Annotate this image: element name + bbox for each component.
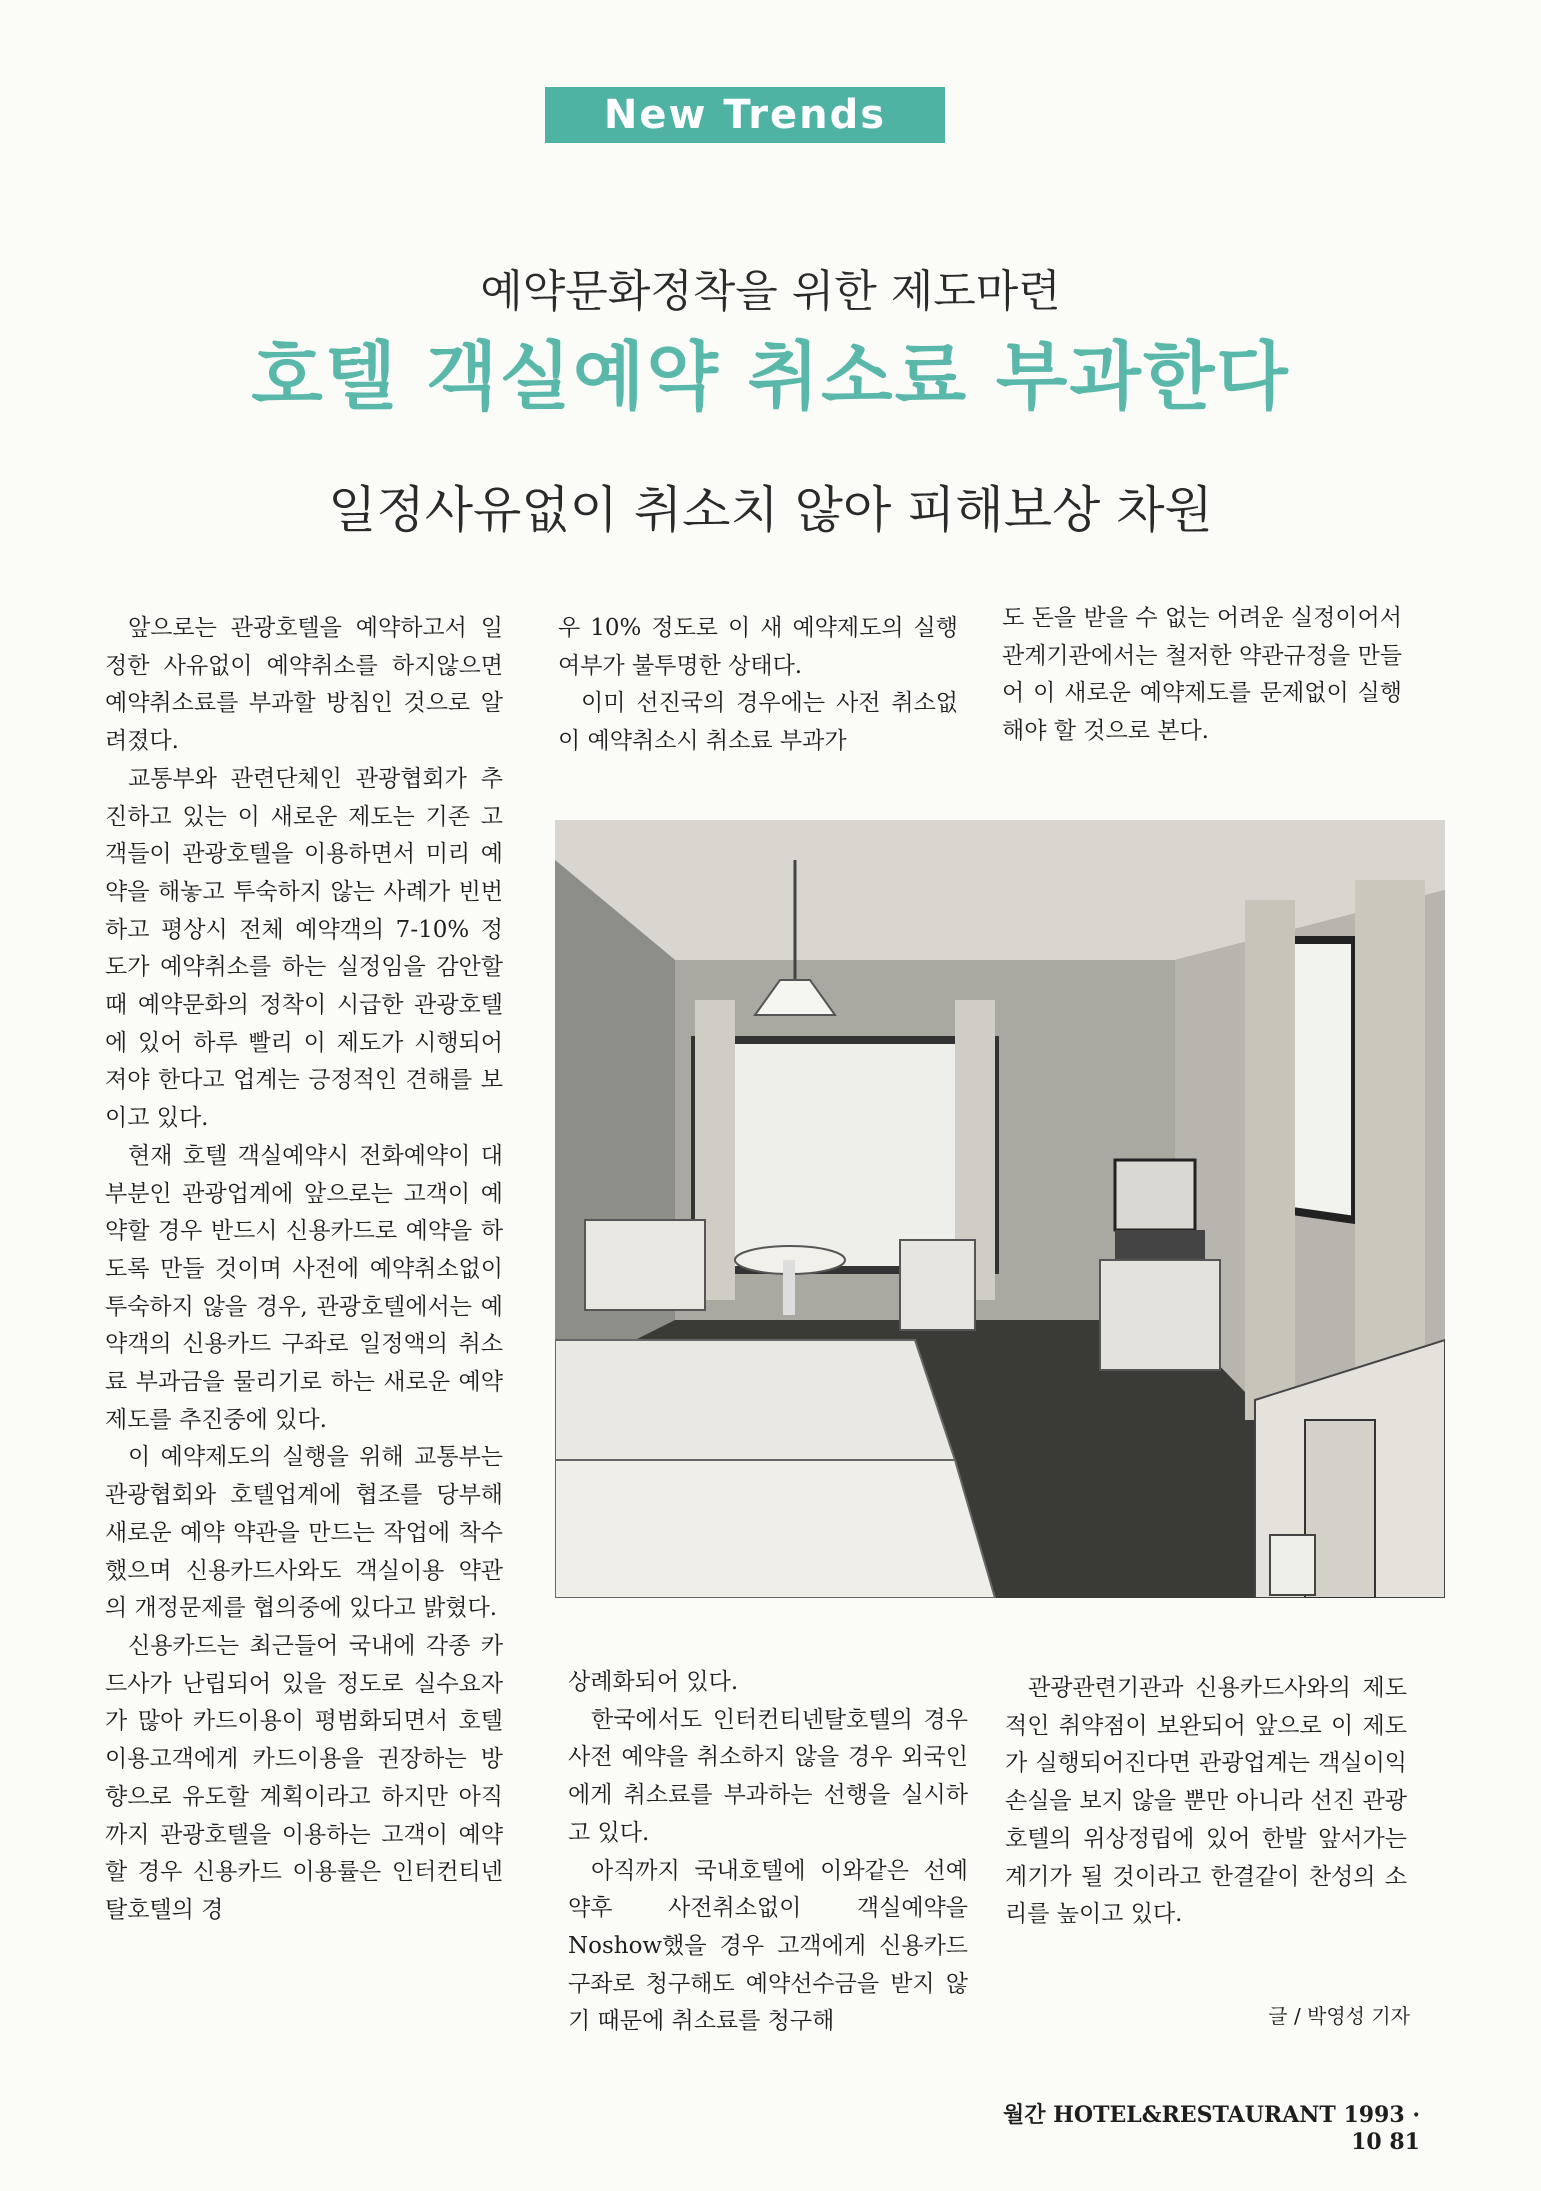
hotel-room-photo bbox=[555, 820, 1445, 1598]
paragraph: 현재 호텔 객실예약시 전화예약이 대부분인 관광업계에 앞으로는 고객이 예약할 경우 반드시 신용카드로 예약을 하도록 만들 것이며 사전에 예약취소없이 투숙하지 않을 경우, 관광호텔에서는 예약객의 신용카드 구좌로 일정액의 취소료 부과금을 물리기로 하는 새로운 예약제도를 추진중에 있다. bbox=[105, 1142, 503, 1433]
paragraph: 이미 선진국의 경우에는 사전 취소없이 예약취소시 취소료 부과가 bbox=[558, 690, 958, 755]
paragraph: 상례화되어 있다. bbox=[568, 1669, 739, 1695]
section-label: New Trends bbox=[545, 87, 945, 143]
paragraph: 아직까지 국내호텔에 이와같은 선예약후 사전취소없이 객실예약을 Noshow했을 경우 고객에게 신용카드 구좌로 청구해도 예약선수금을 받지 않기 때문에 취소료를 청구해 bbox=[568, 1857, 968, 2035]
paragraph: 이 예약제도의 실행을 위해 교통부는 관광협회와 호텔업계에 협조를 당부해 새로운 예약 약관을 만드는 작업에 착수했으며 신용카드사와도 객실이용 약관의 개정문제를 협의중에 있다고 밝혔다. bbox=[105, 1444, 503, 1622]
page-number: 81 bbox=[1389, 2129, 1420, 2155]
column-3-top bbox=[1002, 600, 1402, 751]
paragraph: 관광관련기관과 신용카드사와의 제도적인 취약점이 보완되어 앞으로 이 제도가 실행되어진다면 관광업계는 객실이익 손실을 보지 않을 뿐만 아니라 선진 관광호텔의 위상정립에 있어 한발 앞서가는 계기가 될 것이라고 한결같이 찬성의 소리를 높이고 있다. bbox=[1005, 1675, 1407, 1928]
magazine-name: 월간 HOTEL&RESTAURANT bbox=[1002, 2102, 1336, 2128]
article-kicker: 예약문화정착을 위한 제도마련 bbox=[480, 266, 1061, 317]
paragraph: 한국에서도 인터컨티넨탈호텔의 경우 사전 예약을 취소하지 않을 경우 외국인에게 취소료를 부과하는 선행을 실시하고 있다. bbox=[568, 1706, 968, 1846]
page-footer bbox=[980, 2098, 1420, 2155]
column-1 bbox=[105, 610, 503, 1930]
article-subhead: 일정사유없이 취소치 않아 피해보상 차원 bbox=[328, 481, 1213, 539]
article-headline: 호텔 객실예약 취소료 부과한다 bbox=[251, 334, 1290, 420]
column-3-bottom bbox=[1005, 1670, 1407, 1934]
column-2-top bbox=[558, 610, 958, 761]
paragraph: 신용카드는 최근들어 국내에 각종 카드사가 난립되어 있을 정도로 실수요자가 많아 카드이용이 평범화되면서 호텔이용고객에게 카드이용을 권장하는 방향으로 유도할 계획이라고 하지만 아직까지 관광호텔을 이용하는 고객이 예약할 경우 신용카드 이용률은 인터컨티넨탈호텔의 경 bbox=[105, 1632, 503, 1923]
paragraph: 우 10% 정도로 이 새 예약제도의 실행여부가 불투명한 상태다. bbox=[558, 615, 958, 679]
byline: 글 / 박영성 기자 bbox=[1268, 2004, 1410, 2028]
paragraph: 교통부와 관련단체인 관광협회가 추진하고 있는 이 새로운 제도는 기존 고객들이 관광호텔을 이용하면서 미리 예약을 해놓고 투숙하지 않는 사례가 빈번하고 평상시 전체 예약객의 7-10% 정도가 예약취소를 하는 실정임을 감안할 때 예약문화의 정착이 시급한 관광호텔에 있어 하루 빨리 이 제도가 시행되어져야 한다고 업계는 긍정적인 견해를 보이고 있다. bbox=[105, 765, 503, 1132]
issue-date: 1993 · 10 bbox=[1343, 2102, 1420, 2155]
paragraph: 도 돈을 받을 수 없는 어려운 실정이어서 관계기관에서는 철저한 약관규정을 만들어 이 새로운 예약제도를 문제없이 실행해야 할 것으로 본다. bbox=[1002, 605, 1402, 745]
column-2-bottom bbox=[568, 1664, 968, 2041]
paragraph: 앞으로는 관광호텔을 예약하고서 일정한 사유없이 예약취소를 하지않으면 예약취소료를 부과할 방침인 것으로 알려졌다. bbox=[105, 615, 503, 755]
